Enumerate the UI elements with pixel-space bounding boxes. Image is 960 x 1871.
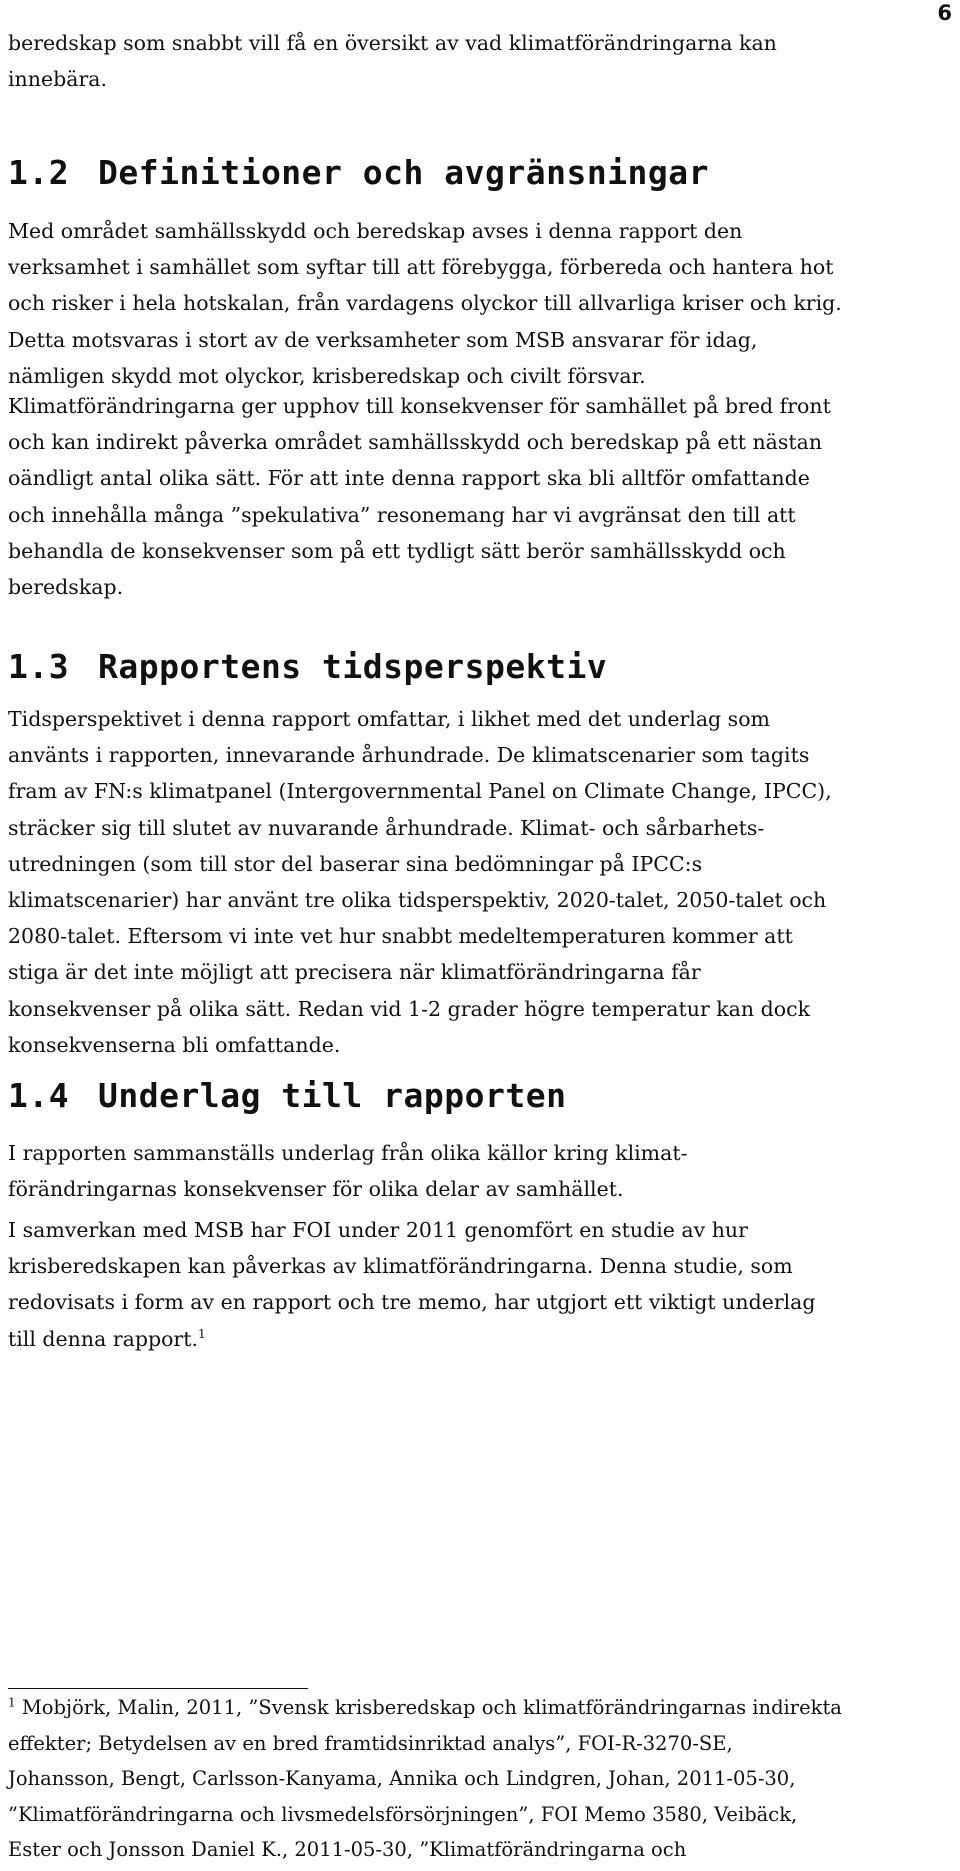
text-line: klimatscenarier) har använt tre olika tidsperspektiv, 2020-talet, 2050-talet och <box>8 888 827 913</box>
section-number: 1.4 <box>8 1076 70 1115</box>
paragraph-definitions <box>8 213 952 394</box>
section-number: 1.2 <box>8 153 70 192</box>
footnote-reference[interactable]: 1 <box>198 1326 206 1341</box>
text-line: Detta motsvaras i stort av de verksamheter som MSB ansvarar för idag, <box>8 327 758 352</box>
text-line: Med området samhällsskydd och beredskap avses i denna rapport den <box>8 219 743 243</box>
paragraph-sources <box>8 1135 952 1207</box>
section-title: Definitioner och avgränsningar <box>98 153 710 192</box>
section-number: 1.3 <box>8 647 70 686</box>
section-title: Rapportens tidsperspektiv <box>98 647 608 686</box>
footnote-separator <box>8 1688 308 1689</box>
text-line: krisberedskapen kan påverkas av klimatförändringarna. Denna studie, som <box>8 1254 793 1279</box>
text-line: Tidsperspektivet i denna rapport omfattar, i likhet med det underlag som <box>8 707 770 731</box>
text-line: I rapporten sammanställs underlag från olika källor kring klimat- <box>8 1141 688 1165</box>
text-line: fram av FN:s klimatpanel (Intergovernmental Panel on Climate Change, IPCC), <box>8 779 832 804</box>
text-line: använts i rapporten, innevarande århundrade. De klimatscenarier som tagits <box>8 743 810 768</box>
footnote <box>8 1690 952 1868</box>
text-line: beredskap. <box>8 575 124 600</box>
text-line: I samverkan med MSB har FOI under 2011 genomfört en studie av hur <box>8 1218 748 1242</box>
section-heading-1-4 <box>8 1076 566 1116</box>
text-line: och risker i hela hotskalan, från vardagens olyckor till allvarliga kriser och krig. <box>8 291 842 316</box>
footnote-line <box>8 1690 952 1726</box>
text-line: 2080-talet. Eftersom vi inte vet hur snabbt medeltemperaturen kommer att <box>8 924 793 949</box>
text-line: konsekvenserna bli omfattande. <box>8 1032 341 1057</box>
text-line: behandla de konsekvenser som på ett tydligt sätt berör samhällsskydd och <box>8 538 786 563</box>
text-line: nämligen skydd mot olyckor, krisberedskap och civilt försvar. <box>8 363 646 388</box>
footnote-line: effekter; Betydelsen av en bred framtidsinriktad analys”, FOI-R-3270-SE, <box>8 1731 733 1755</box>
text-line-content: till denna rapport. <box>8 1326 198 1351</box>
paragraph-foi-study <box>8 1212 952 1357</box>
text-line: sträcker sig till slutet av nuvarande århundrade. Klimat- och sårbarhets- <box>8 815 765 840</box>
text-line: och innehålla många ”spekulativa” resonemang har vi avgränsat den till att <box>8 502 796 527</box>
text-line: och kan indirekt påverka området samhällsskydd och beredskap på ett nästan <box>8 430 823 455</box>
intro-paragraph <box>8 25 888 97</box>
text-line: utredningen (som till stor del baserar sina bedömningar på IPCC:s <box>8 851 703 876</box>
section-title: Underlag till rapporten <box>98 1076 567 1115</box>
paragraph-limitations <box>8 388 952 605</box>
page-number: 6 <box>937 1 952 25</box>
section-heading-1-2 <box>8 153 709 193</box>
text-line: redovisats i form av en rapport och tre memo, har utgjort ett viktigt underlag <box>8 1290 816 1315</box>
section-heading-1-3 <box>8 647 607 687</box>
text-line: förändringarnas konsekvenser för olika delar av samhället. <box>8 1177 624 1202</box>
footnote-line: Ester och Jonsson Daniel K., 2011-05-30, ”Klimatförändringarna och <box>8 1838 687 1862</box>
text-line: verksamhet i samhället som syftar till att förebygga, förbereda och hantera hot <box>8 255 834 280</box>
footnote-line: Johansson, Bengt, Carlsson-Kanyama, Annika och Lindgren, Johan, 2011-05-30, <box>8 1767 796 1791</box>
footnote-marker: 1 <box>8 1695 16 1710</box>
text-line <box>8 1321 952 1357</box>
footnote-line: ”Klimatförändringarna och livsmedelsförsörjningen”, FOI Memo 3580, Veibäck, <box>8 1802 798 1826</box>
text-line: innebära. <box>8 67 107 92</box>
text-line: beredskap som snabbt vill få en översikt av vad klimatförändringarna kan <box>8 31 777 55</box>
text-line: oändligt antal olika sätt. För att inte denna rapport ska bli alltför omfattande <box>8 466 810 491</box>
text-line: konsekvenser på olika sätt. Redan vid 1-2 grader högre temperatur kan dock <box>8 996 810 1021</box>
paragraph-time-perspective <box>8 701 952 1063</box>
text-line: Klimatförändringarna ger upphov till konsekvenser för samhället på bred front <box>8 394 831 418</box>
text-line: stiga är det inte möjligt att precisera när klimatförändringarna får <box>8 960 701 985</box>
footnote-text: Mobjörk, Malin, 2011, ”Svensk krisberedskap och klimatförändringarnas indirekta <box>15 1696 842 1719</box>
